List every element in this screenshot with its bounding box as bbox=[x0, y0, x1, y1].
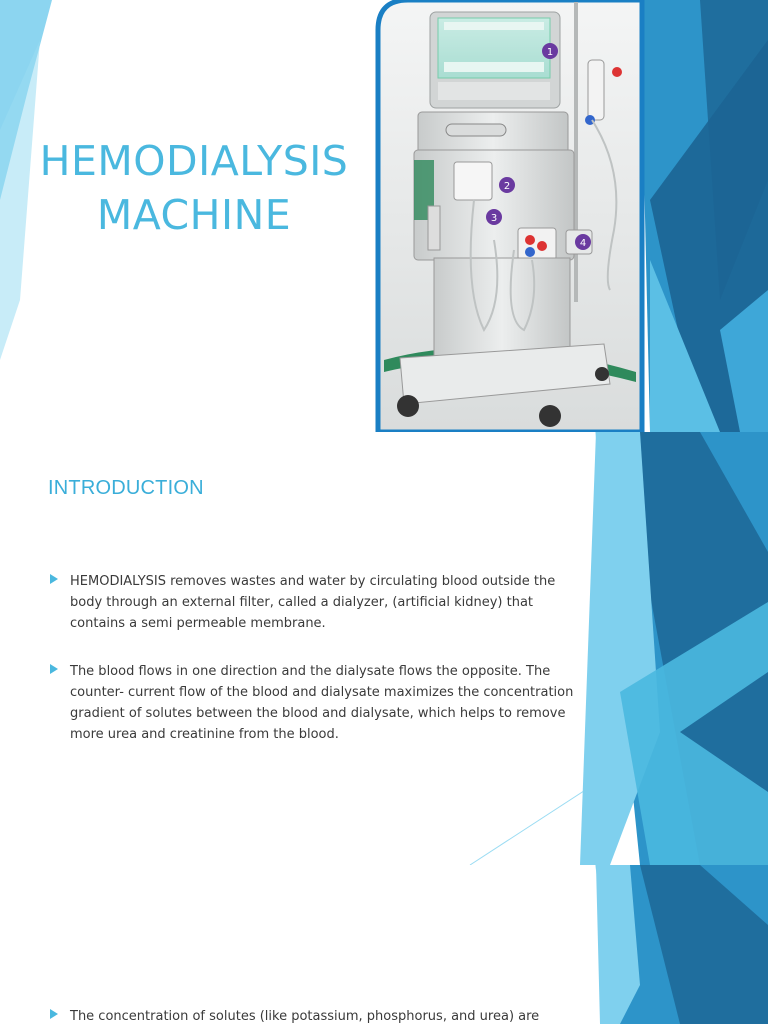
bullet-text: The concentration of solutes (like potassium, phosphorus, and urea) are bbox=[70, 1009, 540, 1024]
svg-text:3: 3 bbox=[490, 213, 498, 224]
bullet-list bbox=[48, 1005, 588, 1024]
slide-background-shapes bbox=[0, 865, 768, 1024]
list-item bbox=[48, 1005, 588, 1024]
bullet-text: The blood flows in one direction and the dialysate flows the opposite. The counter- current flow of the blood and dialysate maximizes the concentration gradient of solutes between the blood and dialysate, which helps to remove more urea and creatinine from the blood. bbox=[70, 664, 574, 742]
bullet-text: HEMODIALYSIS removes wastes and water by circulating blood outside the body through an external filter, called a dialyzer, (artificial kidney) that contains a semi permeable membrane. bbox=[70, 574, 556, 631]
bullet-arrow-icon bbox=[50, 1009, 58, 1019]
title-line-2: MACHINE bbox=[96, 191, 292, 239]
bullet-list bbox=[48, 570, 588, 771]
slide-title-text bbox=[28, 134, 360, 242]
bullet-arrow-icon bbox=[50, 664, 58, 674]
slide-title bbox=[0, 0, 768, 432]
section-heading: INTRODUCTION bbox=[48, 477, 204, 499]
title-line-1: HEMODIALYSIS bbox=[39, 137, 349, 185]
bullet-arrow-icon bbox=[50, 574, 58, 584]
list-item bbox=[48, 570, 588, 633]
slide-concentration bbox=[0, 865, 768, 1024]
list-item bbox=[48, 660, 588, 744]
svg-text:1: 1 bbox=[546, 47, 554, 58]
hemodialysis-machine-photo bbox=[374, 0, 646, 432]
svg-text:4: 4 bbox=[579, 238, 587, 249]
slide-introduction bbox=[0, 432, 768, 865]
svg-text:2: 2 bbox=[503, 181, 511, 192]
